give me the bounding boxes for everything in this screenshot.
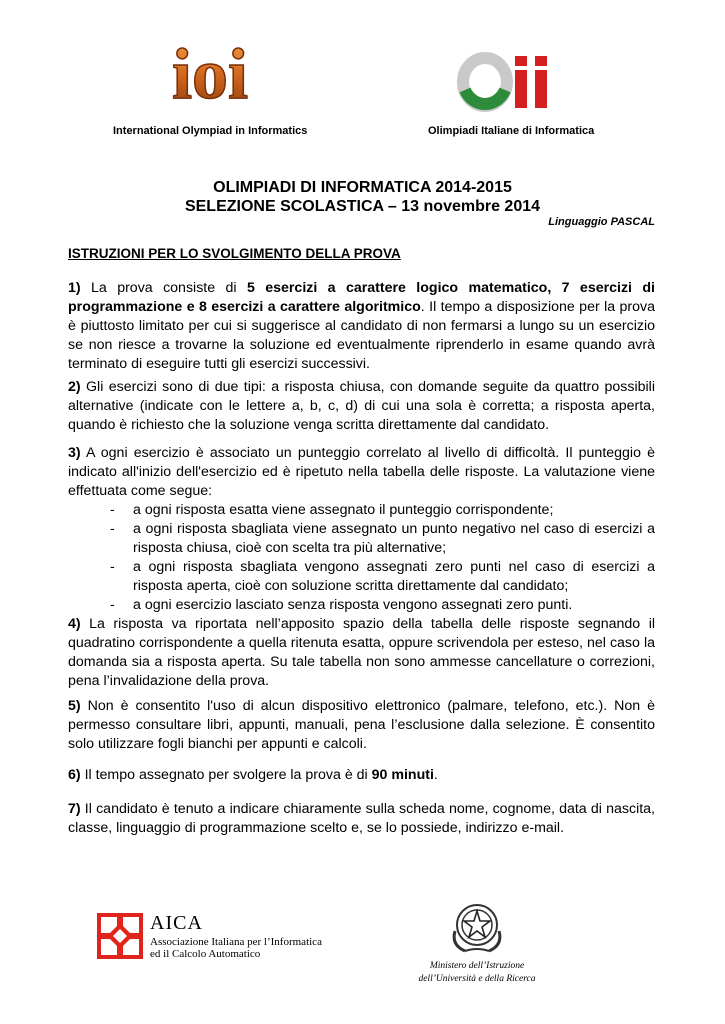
ioi-caption: International Olympiad in Informatics (113, 125, 308, 137)
instruction-1 (68, 279, 655, 374)
list-item: - a ogni risposta sbagliata vengono assegnati zero punti nel caso di esercizi a risposta aperta, cioè con soluzione scritta direttamente dal candidato; (68, 558, 655, 596)
instruction-3 (68, 444, 655, 615)
instruction-text: . (433, 767, 438, 783)
section-heading: ISTRUZIONI PER LO SVOLGIMENTO DELLA PROVA (68, 246, 401, 261)
instruction-number: 7) (68, 801, 81, 817)
instruction-number: 2) (68, 379, 81, 395)
italian-republic-emblem-icon (447, 897, 507, 955)
instruction-5 (68, 697, 655, 754)
instruction-6 (68, 766, 655, 785)
list-item: - a ogni risposta sbagliata viene assegnato un punto negativo nel caso di esercizi a risposta chiusa, cioè con scelta tra più alternative; (68, 520, 655, 558)
ministry-line2: dell’Università e della Ricerca (418, 974, 536, 984)
instruction-number: 6) (68, 767, 81, 783)
page-title-line1: OLIMPIADI DI INFORMATICA 2014-2015 (213, 179, 512, 196)
ministry-line1: Ministero dell’Istruzione (429, 961, 525, 971)
page-title-line2: SELEZIONE SCOLASTICA – 13 novembre 2014 (184, 198, 541, 215)
instruction-number: 5) (68, 698, 81, 714)
oii-logo (455, 52, 565, 112)
instruction-text: Il tempo assegnato per svolgere la prova è di (80, 767, 372, 783)
list-item: - a ogni esercizio lasciato senza risposta vengono assegnati zero punti. (68, 596, 655, 615)
instruction-text: La prova consiste di (80, 280, 247, 296)
oii-caption: Olimpiadi Italiane di Informatica (428, 125, 595, 137)
aica-name: AICA (150, 912, 203, 934)
aica-line2: ed il Calcolo Automatico (150, 948, 261, 960)
instruction-bold: 5 esercizi a carattere logico matematico, 7 esercizi di programmazione e 8 esercizi a carattere algoritmico (68, 280, 655, 315)
instruction-number: 1) (68, 280, 81, 296)
list-item: - a ogni risposta esatta viene assegnato il punteggio corrispondente; (68, 501, 655, 520)
instruction-text: . Il tempo a disposizione per la prova è piuttosto limitato per cui si suggerisce al candidato di non fermarsi a lungo su un esercizio se non riesce a trovarne la soluzione ed eventualmente riprenderlo in esame quando avrà terminato di eseguire tutti gli esercizi successivi. (68, 299, 655, 372)
oii-logo-text: oii (455, 52, 457, 53)
instruction-number: 4) (68, 616, 81, 632)
instruction-7 (68, 800, 655, 838)
language-label: Linguaggio PASCAL (548, 216, 655, 228)
instruction-text: Gli esercizi sono di due tipi: a risposta chiusa, con domande seguite da quattro possibili alternative (indicate con le lettere a, b, c, d) di cui una sola è corretta; a risposta aperta, quando è richiesto che la soluzione venga scritta direttamente dal candidato. (68, 379, 655, 433)
instruction-text: La risposta va riportata nell’apposito spazio della tabella delle risposte segnando il quadratino corrispondente a quella ritenuta esatta, oppure scrivendola per esteso, nel caso la domanda sia a risposta aperta. Su tale tabella non sono ammesse cancellature o correzioni, pena l’invalidazione della prova. (68, 616, 655, 689)
ioi-logo-text: ioi (171, 40, 249, 110)
instruction-bold: 90 minuti (371, 767, 434, 783)
instruction-text: A ogni esercizio è associato un punteggio correlato al livello di difficoltà. Il punteggio è indicato all'inizio dell'esercizio ed è ripetuto nella tabella delle risposte. La valutazione viene effettuata come segue: (68, 445, 655, 499)
instruction-number: 3) (68, 445, 81, 461)
instruction-4 (68, 615, 655, 691)
ioi-logo (150, 40, 270, 110)
scoring-list (68, 501, 655, 615)
aica-line1: Associazione Italiana per l’Informatica (150, 936, 322, 948)
instruction-text: Non è consentito l'uso di alcun dispositivo elettronico (palmare, telefono, etc.). Non è permesso consultare libri, appunti, manuali, pena l’esclusione dalla selezione. È consentito solo utilizzare fogli bianchi per appunti e calcoli. (68, 698, 655, 752)
instruction-2 (68, 378, 655, 435)
instruction-text: Il candidato è tenuto a indicare chiaramente sulla scheda nome, cognome, data di nascita, classe, linguaggio di programmazione scelto e, se lo possiede, indirizzo e-mail. (68, 801, 655, 836)
aica-logo-icon (97, 913, 143, 959)
